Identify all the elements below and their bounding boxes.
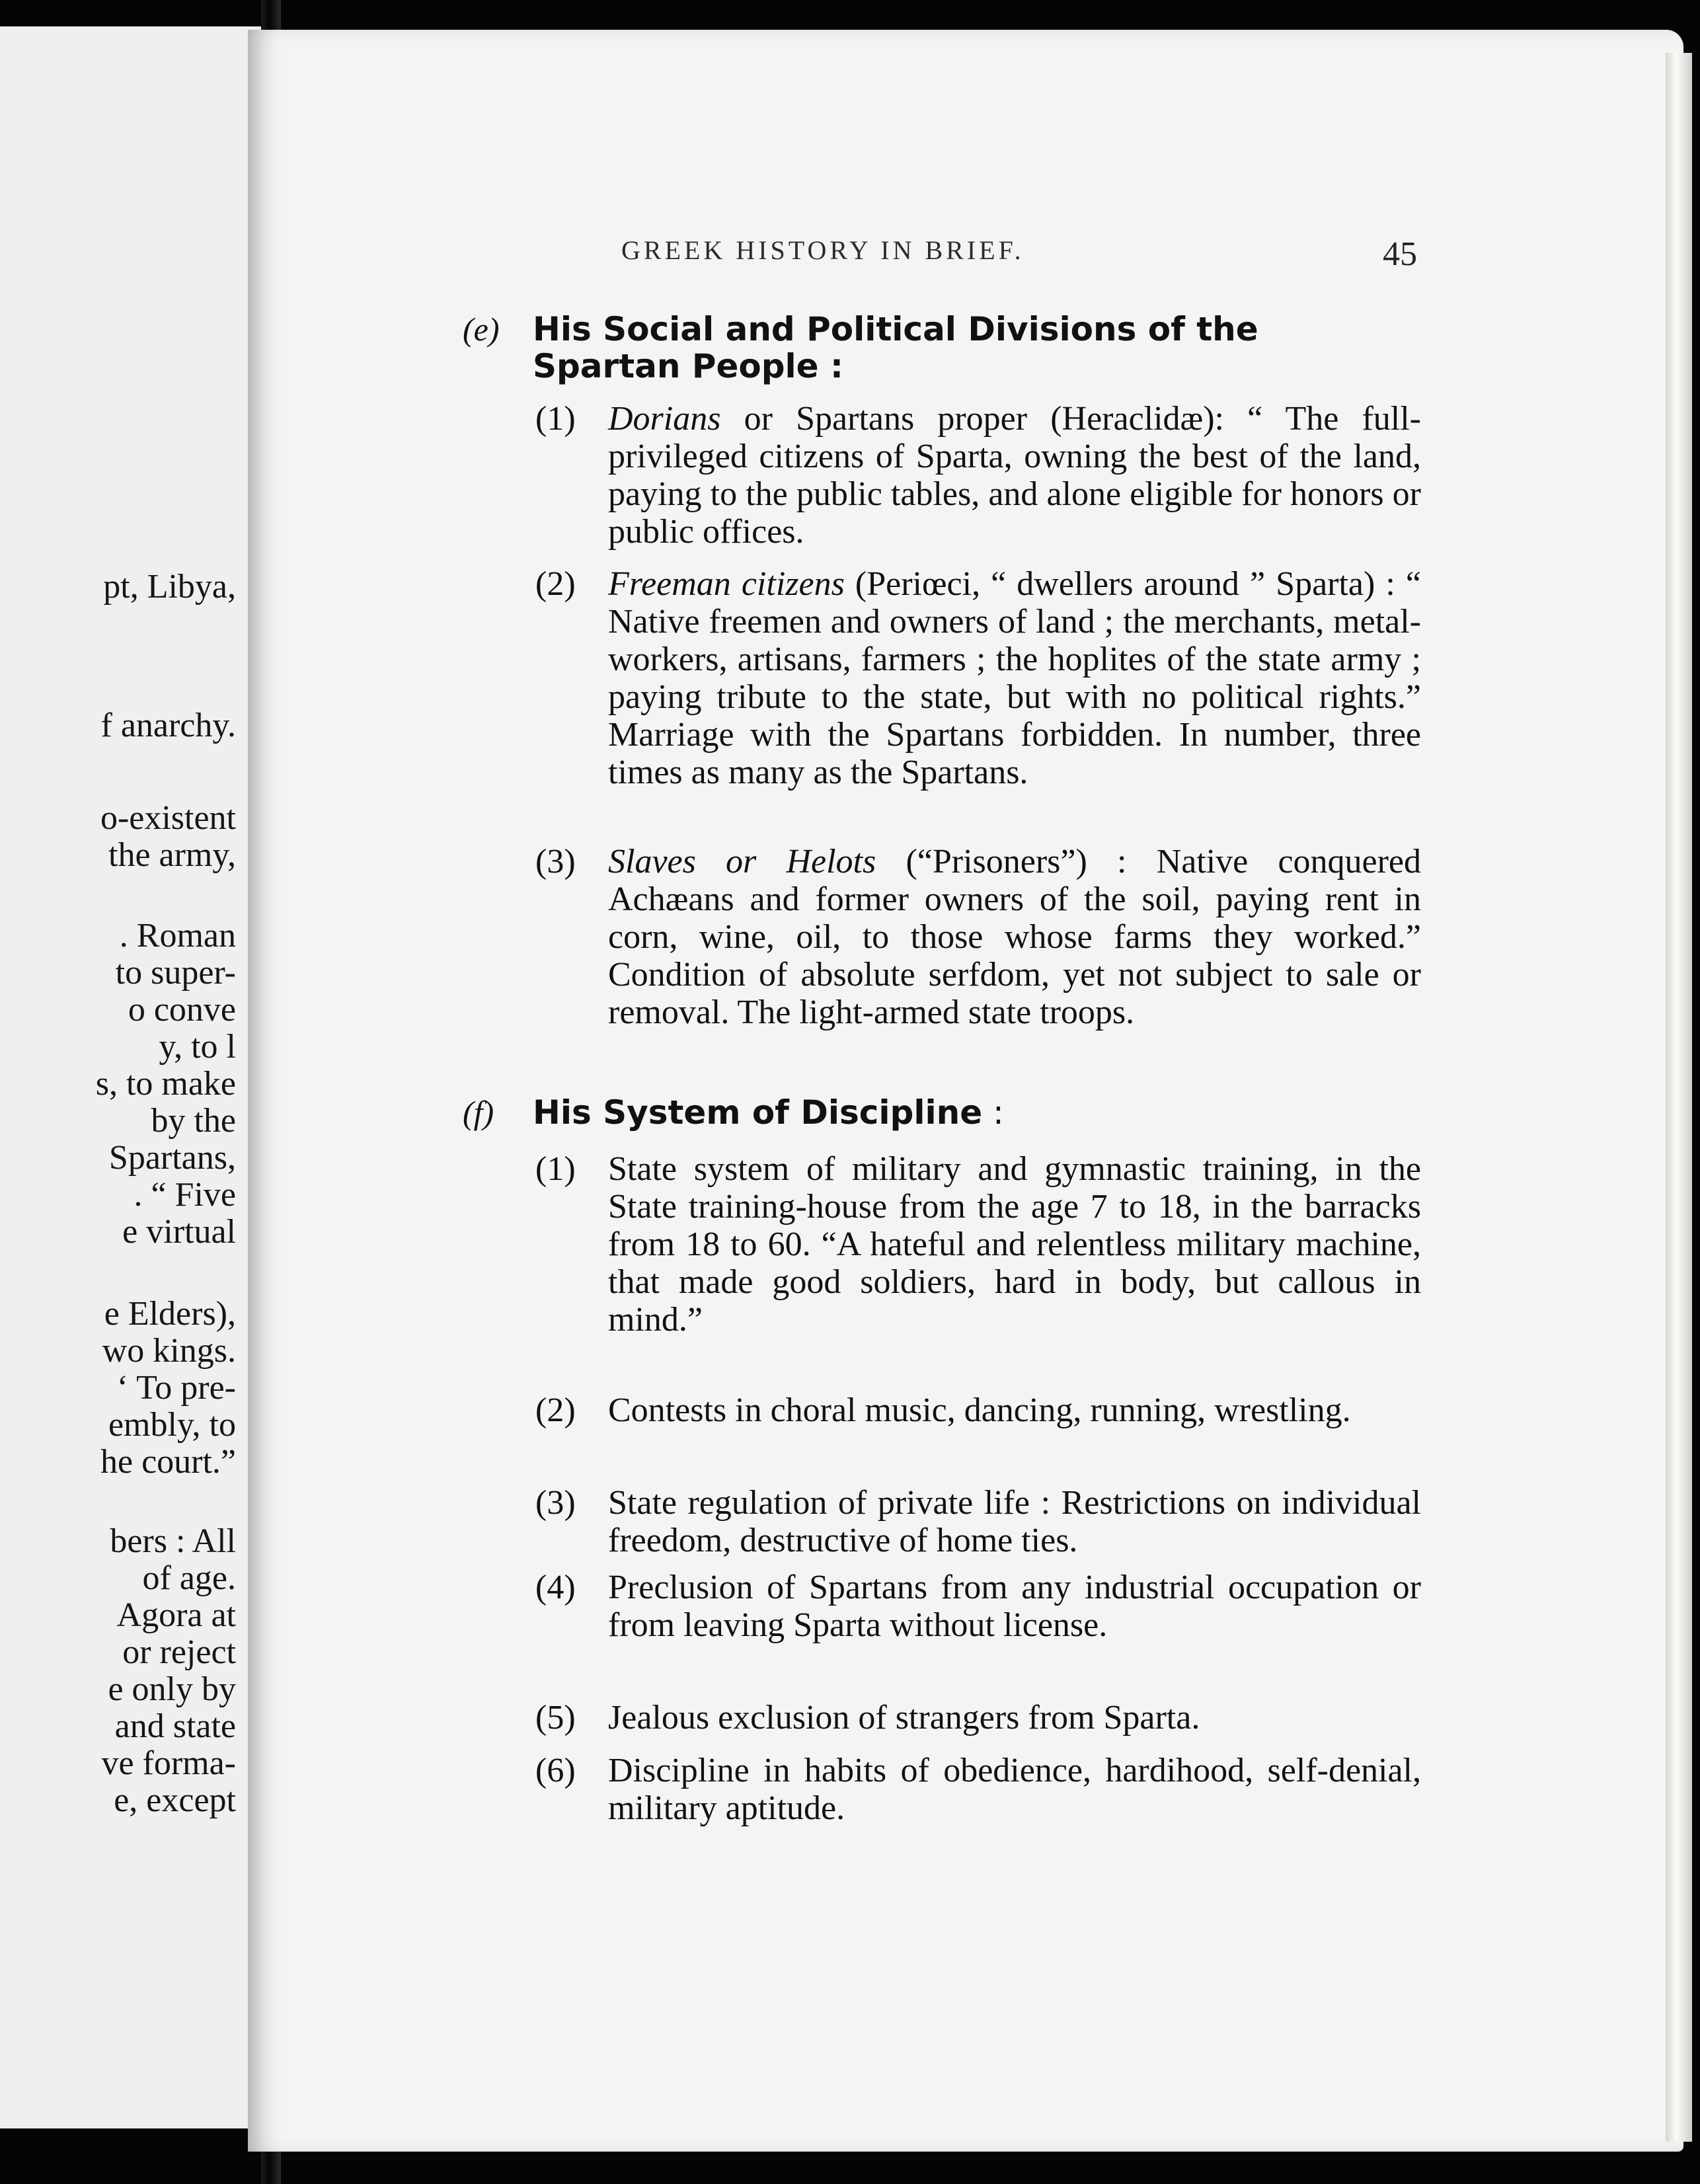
left-page-line: y, to l	[159, 1028, 236, 1066]
left-page-line: the army,	[108, 836, 236, 874]
left-page-line: o conve	[128, 991, 236, 1029]
left-page-line: s, to make	[95, 1065, 236, 1103]
list-item	[535, 1150, 1421, 1339]
left-page-line: ve forma-	[101, 1744, 236, 1782]
left-page-line: e only by	[108, 1670, 236, 1708]
page-edge	[1666, 53, 1692, 2142]
left-page-line: and state	[114, 1707, 236, 1745]
item-text: Discipline in habits of obedience, hardihood, self-denial, military aptitude.	[608, 1752, 1421, 1827]
left-page-line: embly, to	[108, 1406, 236, 1444]
left-facing-page	[0, 26, 262, 2128]
section-f-heading	[463, 1094, 1428, 1131]
item-text: State system of military and gymnastic training, in the State training-house from the age 7 to 18, in the barracks from 18 to 60. “A hateful and relentless military machine, that made good soldiers, hard in body, but callous in mind.”	[608, 1150, 1421, 1339]
section-marker: (e)	[463, 311, 500, 348]
item-number: (1)	[535, 1150, 576, 1188]
section-title: His System of Discipline	[533, 1093, 983, 1132]
item-text: State regulation of private life : Restrictions on individual freedom, destructive of home ties.	[608, 1484, 1421, 1559]
left-page-line: ‘ To pre-	[116, 1369, 236, 1407]
left-page-line: wo kings.	[102, 1332, 236, 1370]
left-page-line: or reject	[122, 1633, 236, 1671]
left-page-line: . Roman	[119, 917, 236, 955]
running-head: GREEK HISTORY IN BRIEF.	[621, 235, 1024, 265]
item-text: Contests in choral music, dancing, running, wrestling.	[608, 1391, 1351, 1429]
item-number: (2)	[535, 565, 576, 603]
left-page-line: Agora at	[116, 1596, 236, 1634]
section-title-suffix: :	[982, 1093, 1004, 1132]
list-item	[535, 1484, 1421, 1559]
item-text: Jealous exclusion of strangers from Sparta.	[608, 1699, 1200, 1736]
section-title: His Social and Political Divisions of the	[533, 310, 1258, 348]
left-page-line: f anarchy.	[100, 707, 236, 744]
item-number: (1)	[535, 400, 576, 438]
item-lead-term: Slaves or Helots	[608, 843, 876, 880]
item-number: (3)	[535, 1484, 576, 1522]
section-title-continued: Spartan People :	[533, 347, 843, 385]
item-lead-term: Freeman citizens	[608, 565, 845, 603]
section-e-heading	[463, 311, 1428, 385]
page-number: 45	[1383, 235, 1417, 273]
item-number: (5)	[535, 1699, 576, 1736]
left-page-line: . “ Five	[134, 1176, 236, 1214]
left-page-line: e virtual	[122, 1213, 236, 1251]
list-item	[535, 400, 1421, 551]
item-number: (2)	[535, 1391, 576, 1429]
list-item	[535, 1569, 1421, 1644]
left-page-line: Spartans,	[108, 1139, 236, 1177]
left-page-line: by the	[151, 1102, 236, 1140]
left-page-line: o-existent	[100, 799, 236, 837]
list-item	[535, 1391, 1421, 1429]
left-page-line: of age.	[142, 1559, 236, 1597]
left-page-line: e Elders),	[104, 1295, 236, 1333]
left-page-line: to super-	[115, 954, 236, 992]
item-text: (Periœci, “ dwellers around ” Sparta) : “ Native freemen and owners of land ; the merchants, metal-workers, artisans, farmers ; the hoplites of the state army ; paying tribute to the state, but with no political rights.” Marriage with the Spartans forbidden. In number, three times as many as the Spartans.	[608, 565, 1421, 791]
list-item	[535, 1752, 1421, 1827]
item-number: (6)	[535, 1752, 576, 1789]
left-page-line: bers : All	[110, 1522, 236, 1560]
left-page-line: e, except	[114, 1781, 236, 1819]
left-page-line: pt, Libya,	[103, 568, 236, 605]
list-item	[535, 843, 1421, 1031]
list-item	[535, 1699, 1421, 1736]
left-page-line: he court.”	[100, 1443, 236, 1481]
item-lead-term: Dorians	[608, 400, 721, 438]
list-item	[535, 565, 1421, 791]
item-number: (4)	[535, 1569, 576, 1606]
section-marker: (f)	[463, 1094, 494, 1131]
item-text: or Spartans proper (Heraclidæ): “ The full-privileged citizens of Sparta, owning the best of the land, paying to the public tables, and alone eligible for honors or public offices.	[608, 400, 1421, 551]
item-number: (3)	[535, 843, 576, 880]
item-text: (“Prisoners”) : Native conquered Achæans and former owners of the soil, paying rent in corn, wine, oil, to those whose farms they worked.” Condition of absolute serfdom, yet not subject to sale or removal. The light-armed state troops.	[608, 843, 1421, 1031]
item-text: Preclusion of Spartans from any industrial occupation or from leaving Sparta without license.	[608, 1569, 1421, 1644]
